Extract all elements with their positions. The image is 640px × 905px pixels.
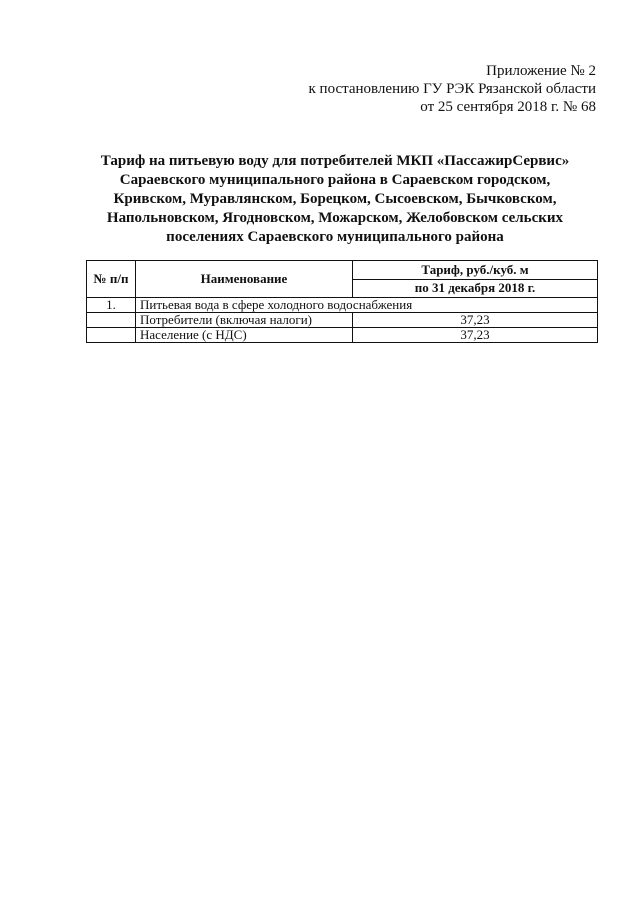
title-line-5: поселениях Сараевского муниципального района: [166, 229, 504, 245]
title-line-3: Кривском, Муравлянском, Борецком, Сысоевском, Бычковском,: [113, 191, 557, 207]
title-line-1: Тариф на питьевую воду для потребителей МКП «ПассажирСервис»: [100, 153, 570, 169]
table-row: [87, 313, 598, 328]
tariff-table: [86, 260, 598, 343]
row-num: [87, 328, 136, 343]
header-tariff: Тариф, руб./куб. м: [353, 261, 598, 280]
appendix-resolution-ref: к постановлению ГУ РЭК Рязанской области: [308, 81, 596, 97]
title-line-2: Сараевского муниципального района в Сараевском городском,: [119, 172, 551, 188]
table-row: [87, 298, 598, 313]
table-row: [87, 328, 598, 343]
document-title: [90, 152, 580, 247]
appendix-number: Приложение № 2: [486, 63, 596, 79]
row-num: 1.: [87, 298, 136, 313]
row-name: Население (с НДС): [136, 328, 353, 343]
header-name: Наименование: [136, 261, 353, 298]
appendix-header: [309, 62, 596, 116]
table-header-row: [87, 261, 598, 280]
appendix-resolution-date: от 25 сентября 2018 г. № 68: [420, 99, 596, 115]
header-num: № п/п: [87, 261, 136, 298]
title-line-4: Напольновском, Ягодновском, Можарском, Желобовском сельских: [106, 210, 564, 226]
header-period: по 31 декабря 2018 г.: [353, 279, 598, 298]
row-value: 37,23: [353, 313, 598, 328]
row-name: Питьевая вода в сфере холодного водоснабжения: [136, 298, 598, 313]
row-value: 37,23: [353, 328, 598, 343]
row-name: Потребители (включая налоги): [136, 313, 353, 328]
row-num: [87, 313, 136, 328]
